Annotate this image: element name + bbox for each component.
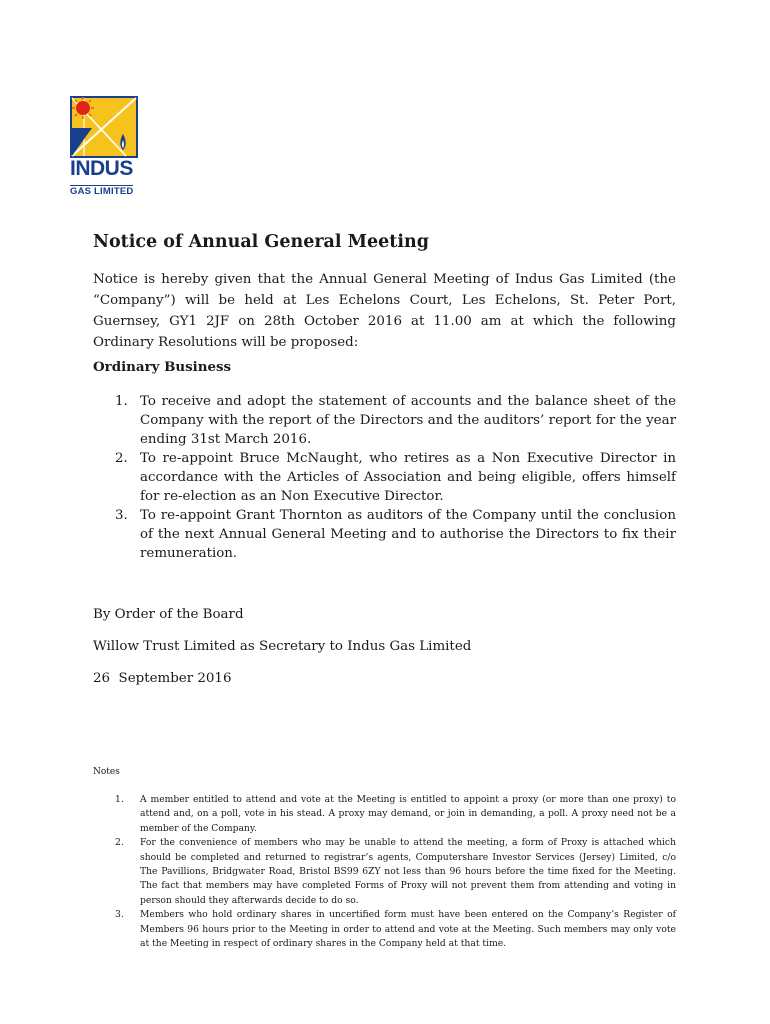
item-number: 2. xyxy=(115,451,128,466)
item-number: 1. xyxy=(115,394,128,409)
notes-heading: Notes xyxy=(93,767,120,777)
note-item xyxy=(93,908,676,951)
note-number: 1. xyxy=(115,794,124,805)
date-line: 26 September 2016 xyxy=(93,671,232,686)
secretary-line: Willow Trust Limited as Secretary to Indus Gas Limited xyxy=(93,639,472,654)
item-text: To receive and adopt the statement of accounts and the balance sheet of the Company with the report of the Directors and the auditors’ report for the year ending 31st March 2016. xyxy=(140,394,676,447)
section-heading: Ordinary Business xyxy=(93,359,232,375)
item-text: To re-appoint Grant Thornton as auditors of the Company until the conclusion of the next Annual General Meeting and to authorise the Directors to fix their remuneration. xyxy=(140,508,676,561)
note-text: Members who hold ordinary shares in uncertified form must have been entered on the Company’s Register of Members 96 hours prior to the Meeting in order to attend and vote at the Meeting. Such members may only vote at the Meeting in respect of ordinary shares in the Company held at that time. xyxy=(140,909,676,950)
logo-subtitle: GAS LIMITED xyxy=(70,186,134,197)
resolution-item xyxy=(93,506,676,563)
item-text: To re-appoint Bruce McNaught, who retires as a Non Executive Director in accordance with the Articles of Association and being eligible, offers himself for re-election as an Non Executive Director. xyxy=(140,451,676,504)
resolution-item xyxy=(93,449,676,506)
note-number: 2. xyxy=(115,837,124,849)
item-number: 3. xyxy=(115,508,128,523)
note-item xyxy=(93,793,676,836)
logo-emblem-icon xyxy=(70,96,138,158)
note-text: A member entitled to attend and vote at the Meeting is entitled to appoint a proxy (or more than one proxy) to attend and, on a poll, vote in his stead. A proxy may demand, or join in demanding, a poll. A proxy need not be a member of the Company. xyxy=(140,794,676,834)
logo-wordmark: INDUS xyxy=(70,157,133,180)
by-order-line: By Order of the Board xyxy=(93,607,244,622)
note-number: 3. xyxy=(115,909,124,921)
resolutions-list xyxy=(93,392,676,563)
resolution-item xyxy=(93,392,676,449)
note-text: For the convenience of members who may be unable to attend the meeting, a form of Proxy is attached which should be completed and returned to registrar’s agents, Computershare Investor Services (Jersey) Limited, c/o The Pavillions, Bridgwater Road, Bristol BS99 6ZY not less than 96 hours before the time fixed for the Meeting. The fact that members may have completed Forms of Proxy will not prevent them from attending and voting in person should they afterwards decide to do so. xyxy=(140,837,676,906)
company-logo xyxy=(70,96,140,198)
page-title: Notice of Annual General Meeting xyxy=(93,232,429,252)
intro-paragraph: Notice is hereby given that the Annual General Meeting of Indus Gas Limited (the “Company”) will be held at Les Echelons Court, Les Echelons, St. Peter Port, Guernsey, GY1 2JF on 28th October 2016 at 11.00 am at which the following Ordinary Resolutions will be proposed: xyxy=(93,272,676,350)
notes-list xyxy=(93,793,676,951)
note-item xyxy=(93,836,676,908)
